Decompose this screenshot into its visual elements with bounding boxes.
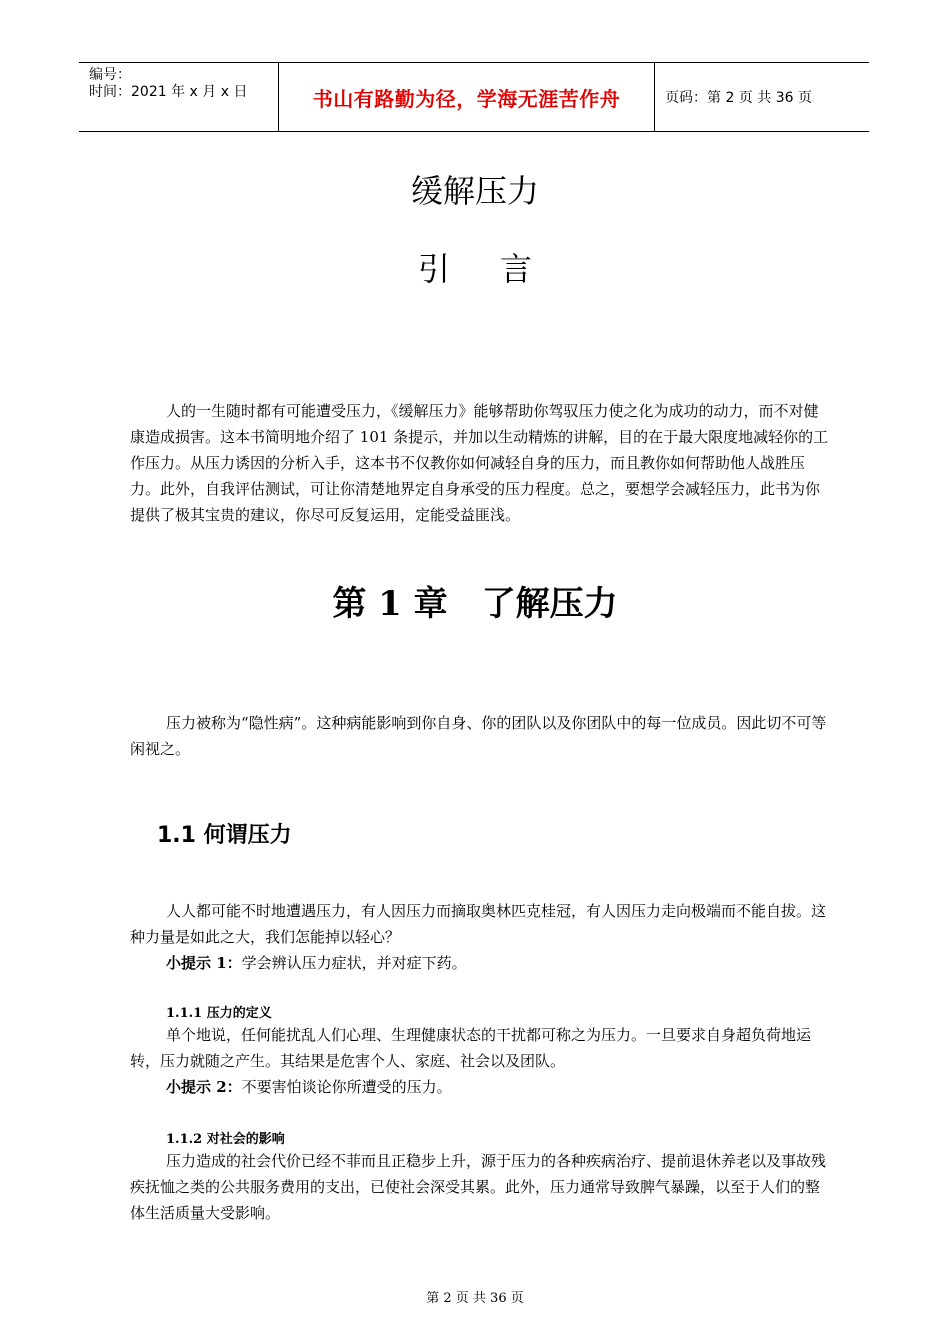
tip-2: [130, 1074, 830, 1100]
subsection-1-heading: 1.1.1 压力的定义: [166, 1006, 272, 1021]
number-label: 编号：: [89, 67, 131, 83]
page-footer: 第 2 页 共 36 页: [426, 1291, 524, 1306]
tip-1-text: 学会辨认压力症状，并对症下药。: [241, 954, 467, 972]
intro-paragraph: 人的一生随时都有可能遭受压力，《缓解压力》能够帮助你驾驭压力使之化为成功的动力，而不对健康造成损害。这本书简明地介绍了 101 条提示，并加以生动精炼的讲解，目的在于最大限度地减轻你的工作压力。从压力诱因的分析入手，这本书不仅教你如何减轻自身的压力，而且教你如何帮助他人战胜压力。此外，自我评估测试，可让你清楚地界定自身承受的压力程度。总之，要想学会减轻压力，此书为你提供了极其宝贵的建议，你尽可反复运用，定能受益匪浅。: [130, 402, 829, 524]
time-label: 时间：2021 年 x 月 x 日: [89, 84, 248, 100]
chapter-paragraph-block: [130, 710, 830, 762]
header-motto-cell: [279, 63, 655, 131]
subsection-2-block: [130, 1148, 830, 1226]
tip-1-label: 小提示 1：: [166, 954, 242, 972]
document-header: [79, 62, 869, 132]
intro-heading: 引言: [417, 250, 582, 288]
section-paragraph: 人人都可能不时地遭遇压力，有人因压力而摘取奥林匹克桂冠，有人因压力走向极端而不能自拔。这种力量是如此之大，我们怎能掉以轻心？: [130, 902, 827, 946]
subsection-1-paragraph: 单个地说，任何能扰乱人们心理、生理健康状态的干扰都可称之为压力。一旦要求自身超负荷地运转，压力就随之产生。其结果是危害个人、家庭、社会以及团队。: [130, 1026, 812, 1070]
document-title: 缓解压力: [410, 172, 539, 210]
chapter-heading: 第 1 章 了解压力: [332, 584, 618, 624]
tip-2-text: 不要害怕谈论你所遭受的压力。: [241, 1078, 452, 1096]
subsection-2-paragraph: 压力造成的社会代价已经不菲而且正稳步上升，源于压力的各种疾病治疗、提前退休养老以及事故残疾抚恤之类的公共服务费用的支出，已使社会深受其累。此外，压力通常导致脾气暴躁，以至于人们的整体生活质量大受影响。: [130, 1152, 827, 1222]
section-paragraph-block: [130, 898, 830, 976]
subsection-1-block: [130, 1022, 830, 1100]
motto: 书山有路勤为径，学海无涯苦作舟: [312, 86, 621, 111]
tip-2-label: 小提示 2：: [166, 1078, 242, 1096]
subsection-2-heading: 1.1.2 对社会的影响: [166, 1132, 285, 1147]
chapter-paragraph: 压力被称为“隐性病”。这种病能影响到你自身、你的团队以及你团队中的每一位成员。因此切不可等闲视之。: [130, 714, 827, 758]
intro-paragraph-block: [130, 398, 830, 528]
tip-1: [130, 950, 830, 976]
header-meta: [79, 63, 279, 131]
header-page-info: 页码：第 2 页 共 36 页: [665, 90, 812, 106]
section-heading: 1.1 何谓压力: [157, 823, 292, 848]
